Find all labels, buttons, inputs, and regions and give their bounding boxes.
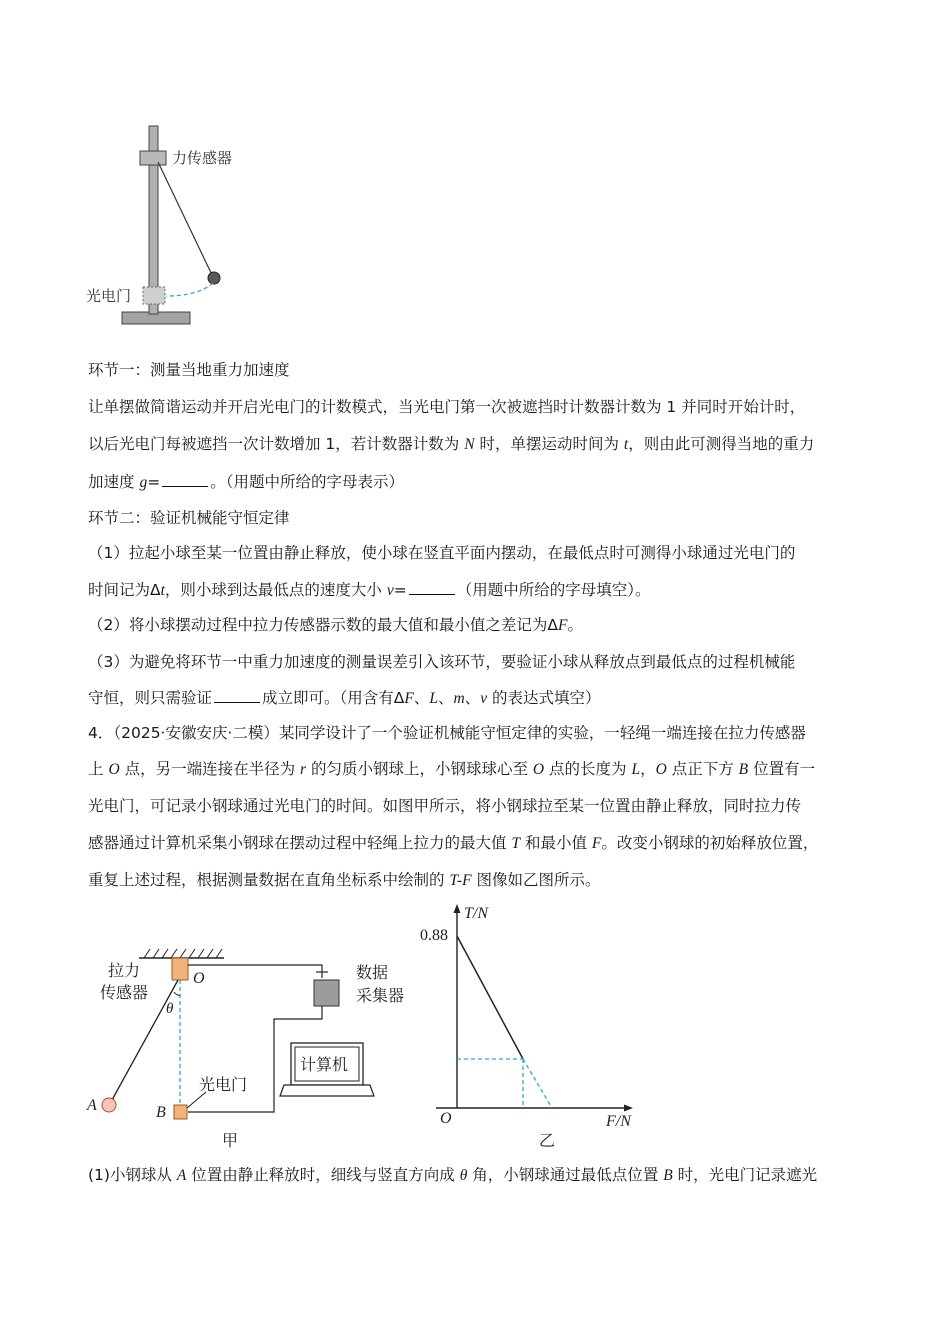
section2-q1-line1: （1）拉起小球至某一位置由静止释放，使小球在竖直平面内摆动，在最低点时可测得小球通过光电门的 [88,544,796,562]
answer-blank-g[interactable] [162,470,208,487]
section1-line1: 让单摆做简谐运动并开启光电门的计数模式，当光电门第一次被遮挡时计数器计数为 1 并同时开始计时， [88,398,806,416]
pendulum-figure [80,118,280,333]
y-intercept-label: 0.88 [420,927,448,944]
tf-line-extension [523,1059,552,1108]
swing-path [166,283,213,296]
section2-q3-line2: 守恒，则只需验证 成立即可。（用含有ΔF、L、m、v 的表达式填空） [88,686,601,710]
pendulum-string [158,162,213,277]
figure-yi-graph [414,900,654,1150]
section2-heading: 环节二：验证机械能守恒定律 [88,509,290,527]
origin-label: O [440,1110,452,1127]
angle-arc [174,992,180,995]
answer-blank-v[interactable] [409,578,455,595]
photogate-block [143,287,165,304]
label-O: O [193,970,205,987]
photogate-leader [187,1092,206,1108]
section1-heading: 环节一：测量当地重力加速度 [88,361,290,379]
label-A: A [87,1097,97,1114]
subquestion-1: (1)小钢球从 A 位置由静止释放时，细线与竖直方向成 θ 角，小钢球通过最低点位置 B 时，光电门记录遮光 [88,1166,818,1184]
y-axis-label: T/N [464,905,489,922]
force-sensor-block [140,151,166,165]
data-collector [314,980,339,1006]
ball-A [102,1098,116,1112]
photogate-B [174,1105,187,1119]
photogate-label: 光电门 [199,1075,248,1094]
label-theta: θ [166,1001,174,1017]
photogate-label: 光电门 [86,287,132,305]
collector-label-line1: 数据 [356,963,389,982]
section2-q1-line2: 时间记为Δt，则小球到达最低点的速度大小 v= （用题中所给的字母填空）。 [88,578,651,602]
wire-sensor-collector [188,965,322,978]
computer-label: 计算机 [300,1055,349,1074]
ceiling-hatch [144,949,222,958]
problem4-line2: 上 O 点，另一端连接在半径为 r 的匀质小钢球上，小钢球球心至 O 点的长度为 L，O 点正下方 B 位置有一 [88,760,816,778]
figure-jia [84,940,414,1155]
x-axis-label: F/N [606,1113,631,1130]
section2-q2: （2）将小球摆动过程中拉力传感器示数的最大值和最小值之差记为ΔF。 [88,616,583,634]
computer-keyboard [280,1085,374,1096]
y-axis-arrow [454,904,461,913]
section1-line3: 加速度 g= 。（用题中所给的字母表示） [88,470,404,494]
tension-sensor [172,958,188,980]
section1-line2: 以后光电门每被遮挡一次计数增加 1，若计数器计数为 N 时，单摆运动时间为 t，则由此可测得当地的重力 [88,435,815,453]
x-axis-arrow [624,1105,633,1112]
answer-blank-expression[interactable] [214,686,260,703]
collector-label-line2: 采集器 [356,986,405,1005]
pendulum-ball [208,272,220,284]
tf-line [457,936,523,1059]
caption-yi: 乙 [539,1131,556,1150]
problem4-line3: 光电门，可记录小钢球通过光电门的时间。如图甲所示，将小钢球拉至某一位置由静止释放，同时拉力传 [88,797,802,815]
force-sensor-label: 力传感器 [172,149,233,167]
problem4-line1: 4．（2025·安徽安庆·二模）某同学设计了一个验证机械能守恒定律的实验，一轻绳一端连接在拉力传感器 [88,724,806,742]
problem4-line4: 感器通过计算机采集小钢球在摆动过程中轻绳上拉力的最大值 T 和最小值 F。改变小钢球的初始释放位置， [88,834,819,852]
caption-jia: 甲 [222,1131,239,1150]
problem4-line5: 重复上述过程，根据测量数据在直角坐标系中绘制的 T-F 图像如乙图所示。 [88,871,601,889]
label-B: B [156,1104,166,1121]
sensor-label-line1: 拉力 [108,961,141,980]
section2-q3-line1: （3）为避免将环节一中重力加速度的测量误差引入该环节，要验证小球从释放点到最低点的过程机械能 [88,653,796,671]
sensor-label-line2: 传感器 [100,983,149,1002]
